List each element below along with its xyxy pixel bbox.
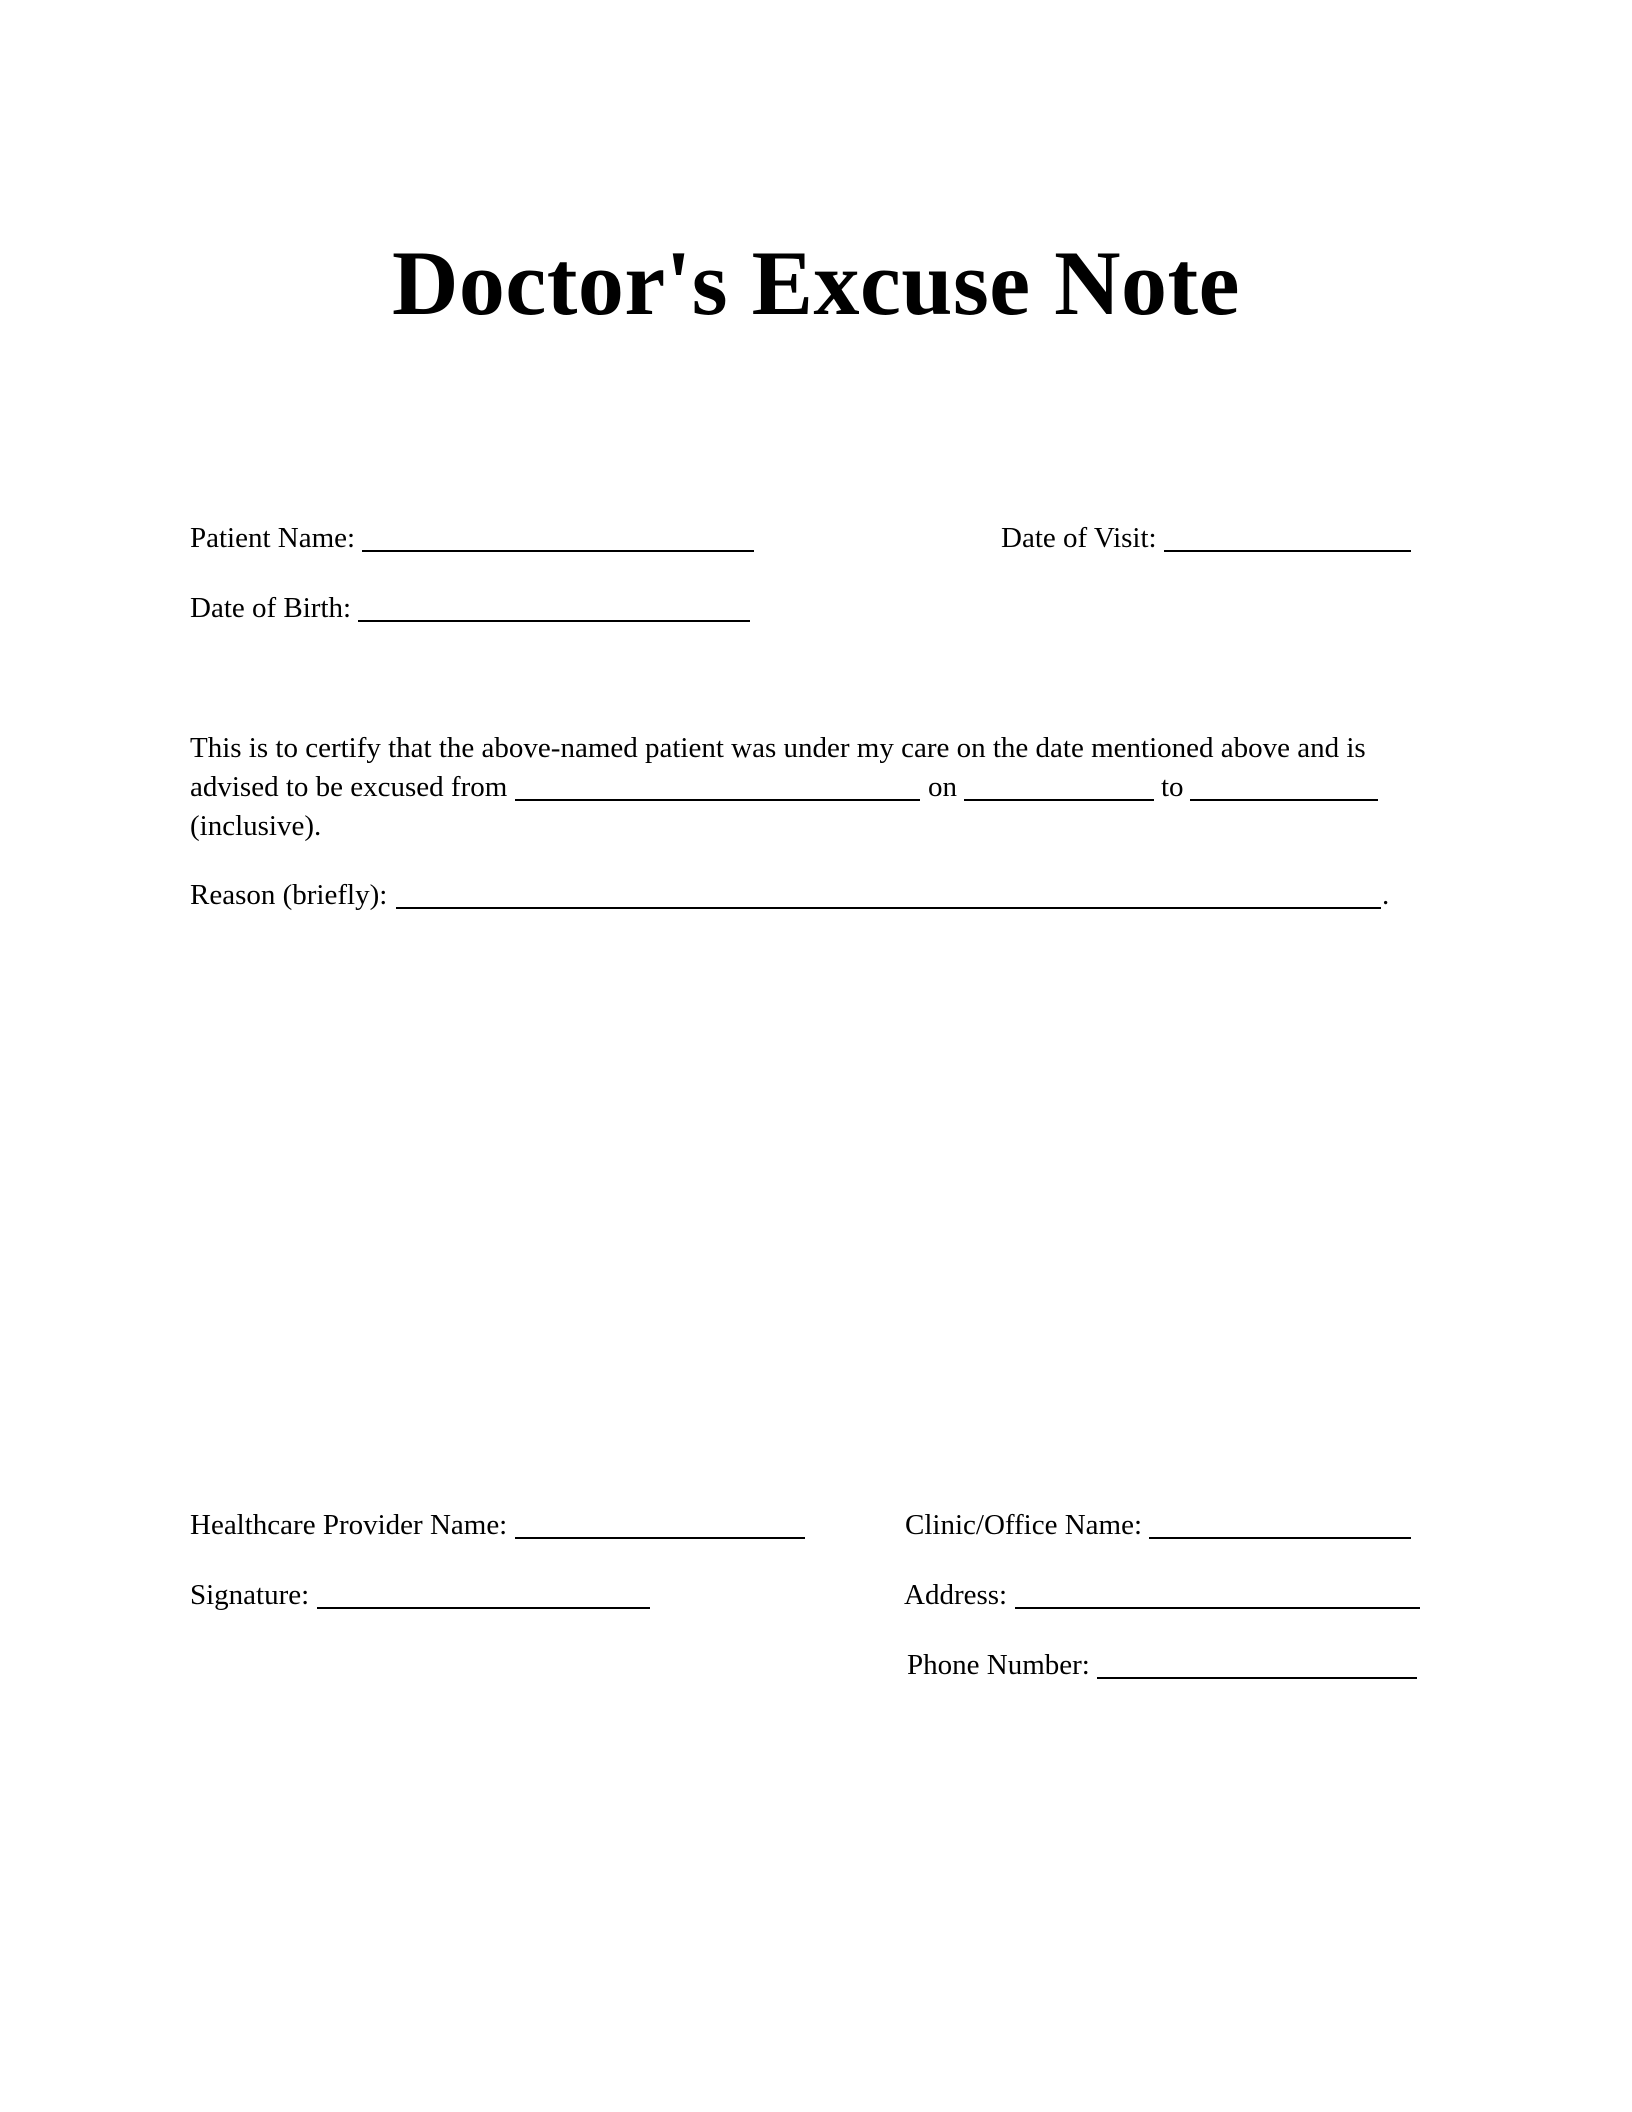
- excused-start-date-field[interactable]: [964, 799, 1154, 801]
- date-of-birth-label: Date of Birth:: [190, 592, 352, 624]
- provider-name-field[interactable]: [515, 1537, 805, 1539]
- date-of-visit-label: Date of Visit:: [1001, 522, 1157, 554]
- reason-end-period: .: [1382, 879, 1390, 911]
- excused-from-label: advised to be excused from: [190, 771, 508, 803]
- excused-to-label: to: [1161, 771, 1184, 803]
- certification-line-3: (inclusive).: [190, 810, 322, 842]
- excused-on-label: on: [928, 771, 957, 803]
- signature-label: Signature:: [190, 1579, 310, 1611]
- patient-name-label: Patient Name:: [190, 522, 356, 554]
- page-title: Doctor's Excuse Note: [391, 232, 1241, 334]
- reason-field[interactable]: [396, 907, 1381, 909]
- certification-line-1: This is to certify that the above-named patient was under my care on the date mentioned above and is: [190, 732, 1366, 764]
- excused-end-date-field[interactable]: [1190, 799, 1378, 801]
- patient-name-field[interactable]: [362, 550, 754, 552]
- clinic-name-label: Clinic/Office Name:: [905, 1509, 1143, 1541]
- date-of-visit-field[interactable]: [1164, 550, 1411, 552]
- provider-name-label: Healthcare Provider Name:: [190, 1509, 508, 1541]
- phone-number-label: Phone Number:: [907, 1649, 1090, 1681]
- date-of-birth-field[interactable]: [358, 620, 750, 622]
- clinic-name-field[interactable]: [1149, 1537, 1411, 1539]
- address-field[interactable]: [1015, 1607, 1420, 1609]
- phone-number-field[interactable]: [1097, 1677, 1417, 1679]
- excused-from-field[interactable]: [515, 799, 920, 801]
- signature-field[interactable]: [317, 1607, 650, 1609]
- reason-label: Reason (briefly):: [190, 879, 388, 911]
- address-label: Address:: [904, 1579, 1008, 1611]
